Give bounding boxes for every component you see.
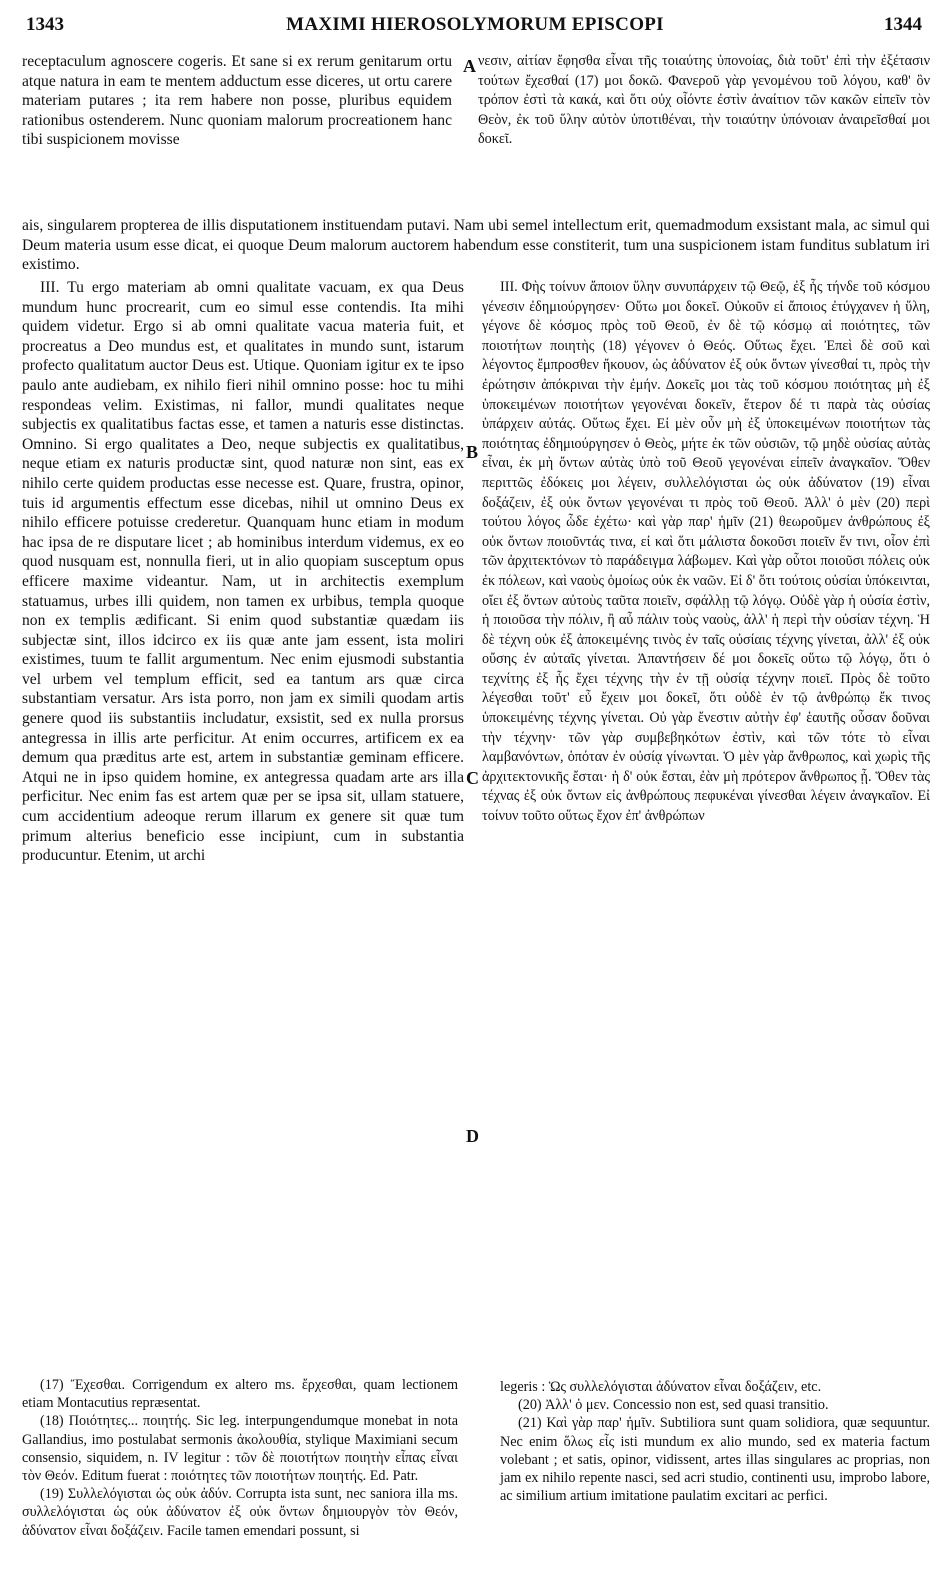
greek-column-top bbox=[478, 52, 930, 150]
footnote: (21) Καὶ γὰρ παρ' ἡμῖν. Subtiliora sunt quam solidiora, quæ sequuntur. Nec enim ὅλως εἶς isti mundum ex alio mundo, sed ex materia factum volebant ; et satis, opinor, vidissent, artes illas singulares ac proprias, non jam ex nihilo repente nasci, sed acri studio, continenti usu, improbo labore, ac similium artium imitatione paulatim excitari ac perfici. bbox=[500, 1415, 930, 1505]
latin-paragraph: ais, singularem propterea de illis disputationem instituendam putavi. Nam ubi semel intellectum erit, quemadmodum exsistant mala, ac simul qui Deum materia usum esse dicat, ei quoque Deum malorum auctorem habendum esse constiterit, tum una suspicionem istam funditus sublatum iri existimo. bbox=[22, 217, 930, 274]
margin-marker-b: B bbox=[466, 442, 479, 462]
greek-paragraph: III. Φὴς τοίνυν ἄποιον ὕλην συνυπάρχειν τῷ Θεῷ, ἐξ ἧς τήνδε τοῦ κόσμου γένεσιν ἐδημιούργησεν· Οὕτω μοι δοκεῖ. Οὐκοῦν εἰ ἄποιος ἐτύγχανεν ἡ ὕλη, γέγονε δὲ κόσμος πρὸς τοῦ Θεοῦ, ἐν δὲ τῷ κόσμῳ αἱ ποιότητες, τῶν ποιοτήτων ποιητὴς (18) γέγονεν ὁ Θεός. Οὕτως ἔχει. Ἐπεὶ δὲ σοῦ καὶ λέγοντος ἔμπροσθεν ἤκουον, ὡς ἀδύνατον ἐξ οὐκ ὄντων γίνεσθαί τι, πρὸς τὴν ἐρώτησιν ἀπόκριναι τὴν ἐμήν. Δοκεῖς μοι τὰς τοῦ κόσμου ποιότητας μὴ ἐξ ὑποκειμένων ποιοτήτων γεγονέναι δοκεῖν, ἕτερον δέ τι παρὰ τὰς οὐσίας ὑπάρχειν αὐτάς. Οὕτως ἔχει. Εἰ μὲν οὖν μὴ ἐξ ὑποκειμένων ποιοτήτων τὰς ποιότητας ἐδημιούργησεν ὁ Θεὸς, μήτε ἐκ τῶν οὐσιῶν, τῷ μηδὲ οὐσίας αὐτὰς εἶναι, ἐκ μὴ ὄντων αὐτὰς ὑπὸ τοῦ Θεοῦ γεγονέναι εἰπεῖν ἀναγκαῖον. Ὅθεν περιττῶς ἐδόκεις μοι λέγειν, συλλελόγισται ὡς οὐκ ἀδύνατον (19) εἶναι δοξάζειν, ἐξ οὐκ ὄντων γεγονέναι τι πρὸς τοῦ Θεοῦ. Ἀλλ' ὁ μὲν (20) περὶ τούτου λόγος ὧδε ἐχέτω· καὶ γὰρ παρ' ἡμῖν (21) θεωροῦμεν ἀνθρώπους ἐξ οὐκ ὄντων ποιοῦντάς τινα, εἰ καὶ ὅτι μάλιστα δοκοῦσι ποιεῖν ἔν τινι, οἷον ἐπὶ τῶν ἀρχιτεκτόνων τὸ παράδειγμα λάβωμεν. Καὶ γὰρ οὗτοι ποιοῦσι πόλεις οὐκ ἐκ πόλεων, καὶ ναοὺς ὁμοίως οὐκ ἐκ ναῶν. Εἰ δ' ὅτι τούτοις οὐσίαι ὑπόκεινται, οἴει ἐξ ὄντων αὐτοὺς ταῦτα ποιεῖν, σφάλλῃ τῷ λόγῳ. Οὐδὲ γὰρ ἡ οὐσία ἐστὶν, ἡ ποιοῦσα τὴν πόλιν, ἢ αὖ πάλιν τοὺς ναοὺς, ἀλλ' ἡ περὶ τὴν οὐσίαν τέχνη. Ἡ δὲ τέχνη οὐκ ἐξ ἀποκειμένης τινὸς ἐν ταῖς οὐσίαις τέχνης γίνεται, ἀλλ' ἐξ οὐκ οὔσης ἐν αὐταῖς γίνεται. Ἀπαντήσειν δέ μοι δοκεῖς οὕτω τῷ λόγῳ, ὅτι ὁ τεχνίτης ἐξ ἧς ἔχει τέχνης τὴν ἐν τῇ οὐσίᾳ τέχνην ποιεῖ. Πρὸς δὲ τοῦτο λέγεσθαι τοῦτ' εὖ ἔχειν μοι δοκεῖ, ὅτι οὐδὲ ἐν τῷ ἀνθρώπῳ ἔκ τινος ὑποκειμένης τέχνης γίνεται. Οὐ γὰρ ἔνεστιν αὐτὴν ἐφ' ἑαυτῆς οὖσαν δοῦναι τὴν τέχνην· τῶν γὰρ συμβεβηκότων ἐστὶν, καὶ τῶν τότε τὸ εἶναι λαμβανόντων, ὁπόταν ἐν οὐσίᾳ γίνωνται. Ὁ μὲν γὰρ ἄνθρωπος, καὶ χωρὶς τῆς ἀρχιτεκτονικῆς ἔσται· ἡ δ' οὐκ ἔσται, ἐὰν μὴ πρότερον ἄνθρωπος ᾖ. Ὅθεν τὰς τέχνας ἐξ οὐκ ὄντων εἰς ἀνθρώπους πεφυκέναι γίνεσθαι λέγειν ἀναγκαῖον. Εἰ τοίνυν τοῦτο οὕτως ἔχον ἐπ' ἀνθρώπων bbox=[482, 279, 930, 825]
footnote: (20) Ἀλλ' ὁ μεν. Concessio non est, sed quasi transitio. bbox=[518, 1397, 829, 1414]
latin-paragraph: III. Tu ergo materiam ab omni qualitate vacuam, ex qua Deus mundum hunc procrearit, cum eo simul esse contendis. Ita mihi quidem videtur. Ergo si ab omni qualitate vacua materia fuit, et procreatus a Deo mundus est, et qualitates in mundo sunt, istarum profecto qualitatum auctor Deus est. Utique. Quoniam igitur ex te ipso paulo ante audiebam, ex nihilo fieri nihil omnino posse: hoc tu mihi respondeas velim. Existimas, ni fallor, mundi qualitates neque subjectis ex qualitatibus factas esse, et tamen a naturis esse distinctas. Omnino. Si ergo qualitates a Deo, neque subjectis ex qualitatibus, neque etiam ex naturis productæ sint, quod naturæ non sint, eas ex nihilo certe quidem productas esse necesse est. Quare, frustra, opinor, tuis id argumentis effectum esse dicebas, nihil ut omnino Deus ex nihilo efficere potuisse crederetur. Quanquam hunc etiam in modum hac ipsa de re disputare licet ; ab hominibus interdum videmus, ex eo quod nusquam est, nonnulla fieri, ut in alio quopiam susceptum opus efficere maxime videantur. Nam, ut in architectis exemplum statuamus, urbes illi quidem, non tamen ex urbibus, templa quoque non ex templis ædificant. Si enim quod substantiæ quædam iis subjectæ sint, illos idcirco ex iis quæ ante jam essent, ista moliri existimes, tuum te fallit argumentum. Nec enim ejusmodi substantia vel urbem vel templum efficit, sed ea tantum ars quæ circa substantiam versatur. Ars ista porro, non jam ex simili quodam artis genere quod iis substantiis includatur, exsistit, sed ex nulla prorsus antegressa in illis arte perficitur. At enim occurres, artificem ex ea demum qua præditus arte est, artem in substantiæ geminam efficere. Atqui ne in ipso quidem homine, ex antegressa quadam arte ars illa perficitur. Nec enim fas est artem quæ per se ipsa sit, ullam statuere, cum accidentium adeoque rerum illarum ex genere sit quæ tum primum alterius beneficio esse incipiunt, cum in substantia producuntur. Etenim, ut archi bbox=[22, 279, 464, 865]
margin-marker-d: D bbox=[466, 1126, 479, 1146]
latin-column-main bbox=[22, 278, 464, 866]
footnote: legeris : Ὡς συλλελόγισται ἀδύνατον εἶναι δοξάζειν, etc. bbox=[500, 1379, 822, 1395]
latin-column-top bbox=[22, 52, 452, 150]
footnotes-left bbox=[22, 1376, 458, 1540]
greek-paragraph: νεσιν, αἰτίαν ἔφησθα εἶναι τῆς τοιαύτης ὑπονοίας, διὰ τοῦτ' ἐπὶ τὴν ἐξέτασιν τούτων ἔχεσθαί (17) μοι δοκῶ. Φανεροῦ γὰρ γενομένου τοῦ λόγου, καθ' ὃν τρόπον ἐστὶ τὰ κακά, καὶ ὅτι οὐχ οἷόντε ἐστὶν ἀναίτιον τῶν κακῶν εἰπεῖν τὸν Θεὸν, ἐκ τοῦ ὕλην αὐτὸν ὑποτιθέναι, τὴν τοιαύτην ὑπόνοιαν ἀναιρεῖσθαί μοι δοκεῖ. bbox=[478, 53, 930, 148]
running-title: MAXIMI HIEROSOLYMORUM EPISCOPI bbox=[286, 14, 664, 35]
margin-marker-a: A bbox=[463, 56, 476, 76]
right-page-number: 1344 bbox=[884, 14, 922, 35]
greek-column-main bbox=[482, 278, 930, 827]
footnote: (17) Ἔχεσθαι. Corrigendum ex altero ms. ἔρχεσθαι, quam lectionem etiam Montacutius repræsentat. bbox=[22, 1377, 458, 1412]
full-width-text bbox=[22, 216, 930, 275]
running-header bbox=[20, 14, 930, 40]
left-page-number: 1343 bbox=[26, 14, 64, 35]
footnote: (19) Συλλελόγισται ὡς οὐκ ἀδύν. Corrupta ista sunt, nec saniora illa ms. συλλελόγισται ὡς οὐκ ἀδύνατον ἐξ οὐκ ὄντων δημιουργὸν τὸν Θεόν, ἀδύνατον εἶναι δοξάζειν. Facile tamen emendari possunt, si bbox=[22, 1486, 458, 1539]
footnotes-right bbox=[500, 1378, 930, 1505]
latin-paragraph: receptaculum agnoscere cogeris. Et sane si ex rerum genitarum ortu atque natura in eam te mentem adductum esse diceres, ut ortu carere materiam putares ; ita rem habere non posse, pluribus equidem rationibus ostenderem. Nunc quoniam malorum procreationem hanc tibi suspicionem movisse bbox=[22, 53, 452, 149]
footnote: (18) Ποιότητες... ποιητής. Sic leg. interpungendumque monebat in nota Gallandius, imo postulabat sermonis ἀκολουθία, stylique Maximiani secum consensio, siquidem, n. IV legitur : τῶν δὲ ποιοτήτων ποιητὴν εἶπας εἶναι τὸν Θεόν. Editum fuerat : ποιότητες τῶν ποιοτήτων ποιητής. Ed. Patr. bbox=[22, 1413, 458, 1485]
margin-marker-c: C bbox=[466, 768, 479, 788]
